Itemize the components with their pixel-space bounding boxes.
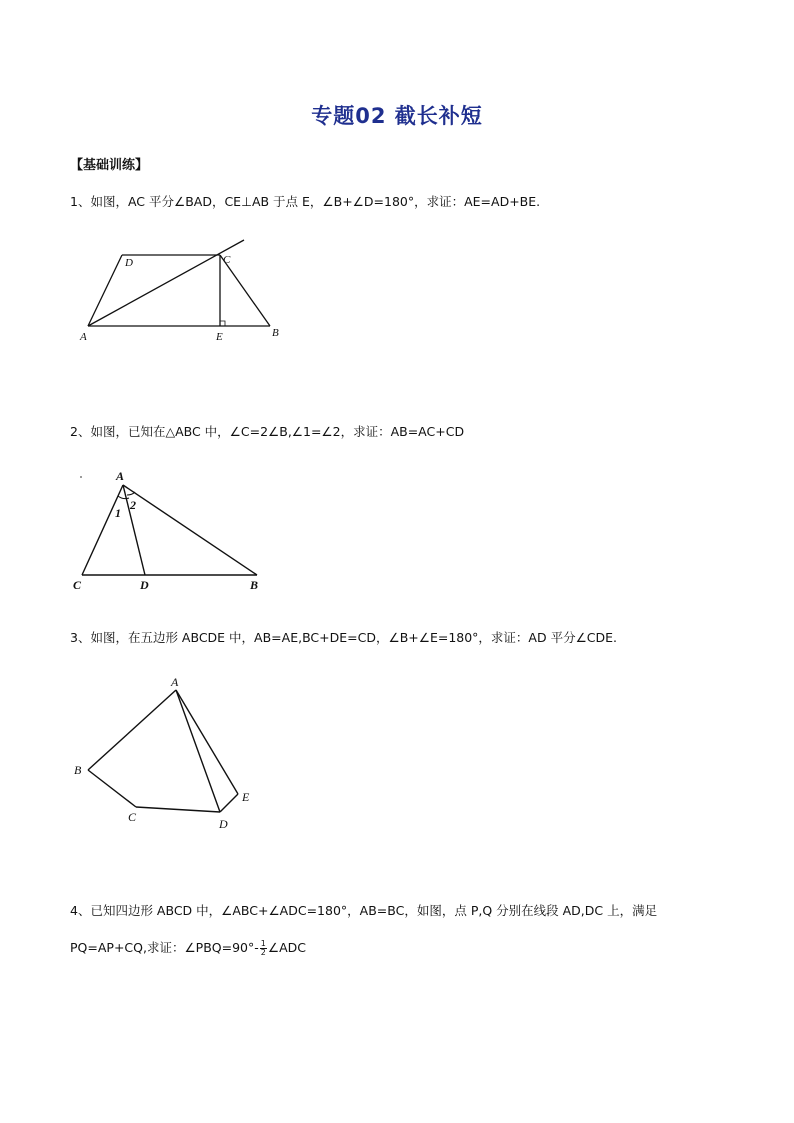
question-2-text: 2、如图，已知在△ABC 中，∠C=2∠B,∠1=∠2，求证：AB=AC+CD [70, 424, 465, 439]
segment-AD [88, 255, 122, 326]
label-B: B [272, 327, 279, 339]
page-title: 专题02 截长补短 [311, 104, 483, 128]
label-B: B [74, 763, 82, 777]
figure-3 [70, 668, 270, 838]
figure-1 [70, 232, 310, 347]
question-4-suffix: ∠ADC [267, 940, 306, 955]
question-4-line-1: 4、已知四边形 ABCD 中，∠ABC+∠ADC=180°，AB=BC，如图，点 P,Q 分别在线段 AD,DC 上，满足 [70, 903, 658, 918]
fraction-numerator: 1 [260, 939, 266, 948]
angle-arc-2 [127, 492, 135, 495]
label-E: E [242, 790, 250, 804]
label-C: C [73, 578, 82, 592]
segment-DE [220, 794, 238, 812]
question-4-line-2 [70, 938, 306, 957]
segment-CA [82, 485, 123, 575]
label-D: D [125, 257, 133, 269]
segment-CD [136, 807, 220, 812]
right-angle-mark [220, 321, 225, 326]
question-1-text: 1、如图，AC 平分∠BAD，CE⊥AB 于点 E，∠B+∠D=180°，求证：AE=AD+BE. [70, 194, 541, 209]
segment-EA [176, 690, 238, 794]
label-D: D [140, 578, 149, 592]
label-A: A [171, 675, 179, 689]
question-4-prefix: PQ=AP+CQ,求证：∠PBQ=90°- [70, 940, 259, 955]
label-B: B [250, 578, 259, 592]
stray-dot [80, 476, 82, 478]
label-E: E [216, 331, 223, 343]
segment-AD [176, 690, 220, 812]
fraction-denominator: 2 [260, 948, 266, 957]
section-heading: 【基础训练】 [70, 158, 149, 173]
angle-arc-1 [118, 496, 129, 499]
label-A: A [80, 331, 87, 343]
label-angle-1: 1 [115, 506, 121, 520]
segment-AB [88, 690, 176, 770]
segment-BC [88, 770, 136, 807]
figure-2 [70, 462, 280, 597]
label-C: C [128, 810, 137, 824]
label-D: D [219, 817, 228, 831]
question-3-text: 3、如图，在五边形 ABCDE 中，AB=AE,BC+DE=CD，∠B+∠E=180°，求证：AD 平分∠CDE. [70, 630, 618, 645]
fraction-half [260, 940, 267, 957]
label-C: C [223, 254, 231, 266]
segment-AB [123, 485, 257, 575]
label-angle-2: 2 [130, 498, 136, 512]
label-A: A [116, 469, 125, 483]
